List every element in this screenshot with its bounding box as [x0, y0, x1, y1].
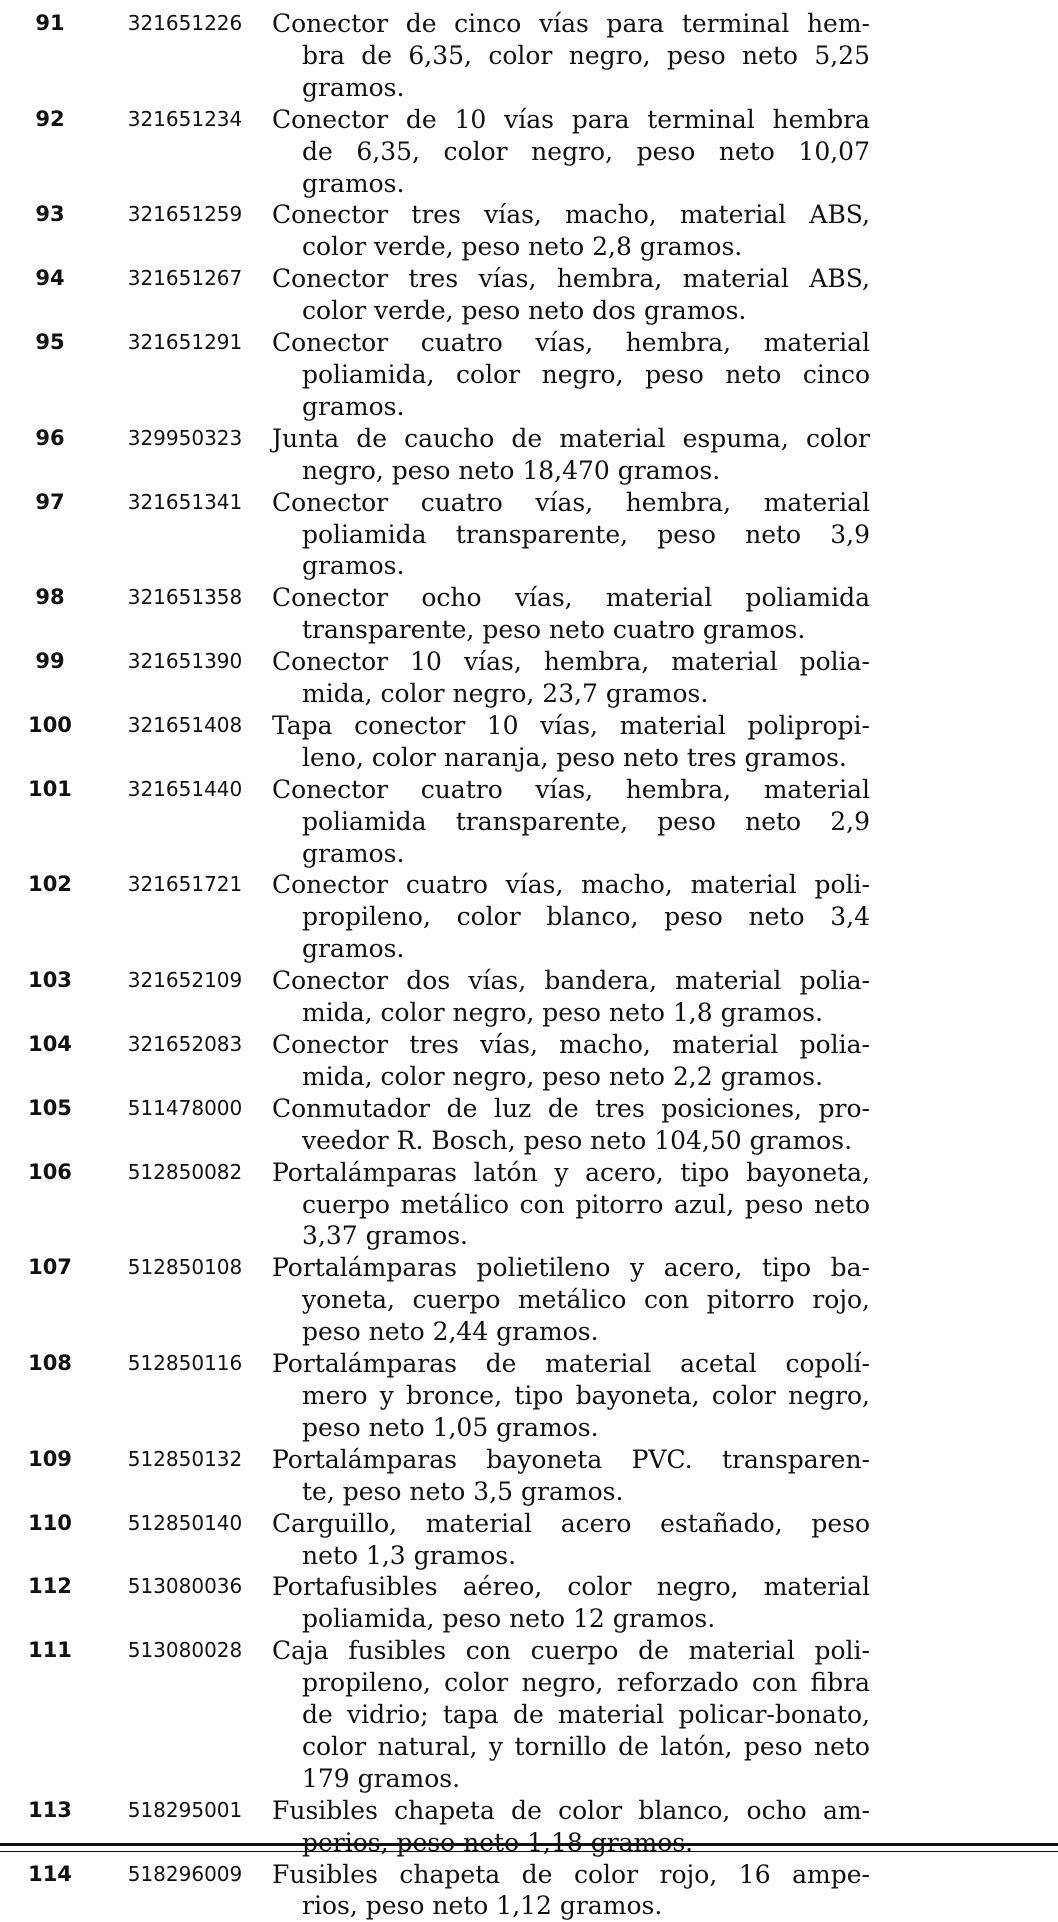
- footer-rule: [0, 1843, 1058, 1846]
- item-number: 94: [35, 266, 65, 291]
- item-code: 518295001: [127, 1797, 243, 1822]
- item-code: 321651390: [127, 649, 243, 674]
- item-number: 113: [28, 1797, 72, 1822]
- item-description: Conector cuatro vías, hembra, material poliamida transparente, peso neto 3,9 gramos.: [272, 487, 870, 581]
- list-item: [0, 1444, 1058, 1508]
- item-description: Portafusibles aéreo, color negro, material poliamida, peso neto 12 gramos.: [272, 1572, 870, 1634]
- item-number: 104: [28, 1032, 72, 1056]
- item-code: 321651408: [127, 712, 243, 737]
- item-number: 101: [28, 776, 72, 801]
- item-description: Portalámparas latón y acero, tipo bayoneta, cuerpo metálico con pitorro azul, peso neto 3,37 gramos.: [272, 1157, 870, 1251]
- item-code: 513080028: [127, 1638, 243, 1663]
- item-number: 98: [35, 585, 65, 610]
- item-number: 103: [28, 968, 72, 993]
- item-number: 108: [28, 1351, 72, 1376]
- item-number: 114: [28, 1861, 72, 1886]
- item-number: 95: [35, 330, 65, 355]
- list-item: [0, 1348, 1058, 1444]
- item-description: Conector 10 vías, hembra, material polia- mida, color negro, 23,7 gramos.: [272, 647, 870, 709]
- list-item: [0, 1508, 1058, 1572]
- item-code: 321652109: [127, 968, 243, 993]
- item-description: Conector tres vías, macho, material ABS, color verde, peso neto 2,8 gramos.: [272, 200, 870, 262]
- list-item: [0, 1157, 1058, 1253]
- item-code: 512850116: [127, 1351, 243, 1376]
- item-number: 91: [35, 11, 65, 35]
- list-item: [0, 263, 1058, 327]
- list-item: [0, 774, 1058, 870]
- item-description: Conector de cinco vías para terminal hem- bra de 6,35, color negro, peso neto 5,25 gramos.: [272, 9, 870, 102]
- item-description: Conector tres vías, macho, material polia- mida, color negro, peso neto 2,2 gramos.: [272, 1030, 870, 1091]
- item-code: 321651226: [127, 11, 243, 35]
- item-number: 105: [28, 1095, 72, 1120]
- item-number: 97: [35, 489, 65, 514]
- list-item: [0, 199, 1058, 263]
- item-code: 512850082: [127, 1159, 243, 1184]
- item-description: Conector cuatro vías, hembra, material poliamida, color negro, peso neto cinco gramos.: [272, 328, 870, 421]
- item-description: Conector ocho vías, material poliamida transparente, peso neto cuatro gramos.: [272, 583, 870, 645]
- item-code: 321651291: [127, 330, 243, 355]
- item-code: 512850108: [127, 1255, 243, 1280]
- item-description: Portalámparas bayoneta PVC. transparen- te, peso neto 3,5 gramos.: [272, 1444, 870, 1506]
- item-description: Carguillo, material acero estañado, peso neto 1,3 gramos.: [272, 1508, 870, 1570]
- item-code: 513080036: [127, 1574, 243, 1599]
- list-item: [0, 1795, 1058, 1859]
- item-code: 321652083: [127, 1032, 243, 1056]
- item-code: 329950323: [127, 425, 243, 450]
- item-description: Conector tres vías, hembra, material ABS, color verde, peso neto dos gramos.: [272, 264, 870, 326]
- list-item: [0, 582, 1058, 646]
- item-description: Fusibles chapeta de color rojo, 16 ampe- rios, peso neto 1,12 gramos.: [272, 1859, 870, 1921]
- item-description: Conector de 10 vías para terminal hembra de 6,35, color negro, peso neto 10,07 gramos.: [272, 104, 870, 198]
- list-item: [0, 104, 1058, 200]
- item-code: 321651267: [127, 266, 243, 291]
- item-code: 321651440: [127, 776, 243, 801]
- item-code: 512850132: [127, 1446, 243, 1471]
- item-number: 106: [28, 1159, 72, 1184]
- item-description: Junta de caucho de material espuma, color negro, peso neto 18,470 gramos.: [272, 423, 870, 485]
- item-description: Conector dos vías, bandera, material polia- mida, color negro, peso neto 1,8 gramos.: [272, 966, 870, 1028]
- item-code: 321651358: [127, 585, 243, 610]
- item-number: 93: [35, 202, 65, 227]
- list-item: [0, 327, 1058, 423]
- item-number: 102: [28, 872, 72, 897]
- list-item: [0, 710, 1058, 774]
- item-description: Portalámparas polietileno y acero, tipo ba- yoneta, cuerpo metálico con pitorro rojo, peso neto 2,44 gramos.: [272, 1253, 870, 1347]
- item-code: 511478000: [127, 1095, 243, 1120]
- item-description: Tapa conector 10 vías, material polipropi- leno, color naranja, peso neto tres gramos.: [272, 710, 870, 772]
- item-list: [0, 8, 1058, 1922]
- list-item: [0, 965, 1058, 1029]
- item-description: Caja fusibles con cuerpo de material poli- propileno, color negro, reforzado con fibra de vidrio; tapa de material policar-bonato, color natural, y tornillo de latón, peso neto 179 gramos.: [272, 1636, 870, 1793]
- list-item: [0, 1252, 1058, 1348]
- list-item: [0, 1571, 1058, 1635]
- item-number: 96: [35, 425, 65, 450]
- list-item: [0, 487, 1058, 583]
- item-number: 92: [35, 106, 65, 131]
- list-item: [0, 1859, 1058, 1922]
- list-item: [0, 869, 1058, 965]
- item-number: 111: [28, 1638, 72, 1663]
- list-item: [0, 1635, 1058, 1795]
- item-number: 99: [35, 649, 65, 674]
- list-item: [0, 8, 1058, 104]
- item-number: 100: [28, 712, 72, 737]
- list-item: [0, 423, 1058, 487]
- list-item: [0, 646, 1058, 710]
- item-description: Portalámparas de material acetal copolí- mero y bronce, tipo bayoneta, color negro, peso neto 1,05 gramos.: [272, 1349, 870, 1442]
- list-item: [0, 1029, 1058, 1093]
- item-description: Conector cuatro vías, macho, material poli- propileno, color blanco, peso neto 3,4 gramos.: [272, 870, 870, 964]
- item-number: 112: [28, 1574, 72, 1599]
- item-code: 321651721: [127, 872, 243, 897]
- item-description: Conmutador de luz de tres posiciones, pro- veedor R. Bosch, peso neto 104,50 gramos.: [272, 1093, 870, 1155]
- item-code: 321651341: [127, 489, 243, 514]
- footer-rule: [0, 1851, 1058, 1852]
- item-code: 321651234: [127, 106, 243, 131]
- item-number: 110: [28, 1510, 72, 1535]
- item-code: 512850140: [127, 1510, 243, 1535]
- item-description: Conector cuatro vías, hembra, material poliamida transparente, peso neto 2,9 gramos.: [272, 774, 870, 868]
- item-number: 109: [28, 1446, 72, 1471]
- list-item: [0, 1093, 1058, 1157]
- item-code: 321651259: [127, 202, 243, 227]
- item-description: Fusibles chapeta de color blanco, ocho am-: [272, 1795, 870, 1825]
- item-number: 107: [28, 1255, 72, 1280]
- item-code: 518296009: [127, 1861, 243, 1886]
